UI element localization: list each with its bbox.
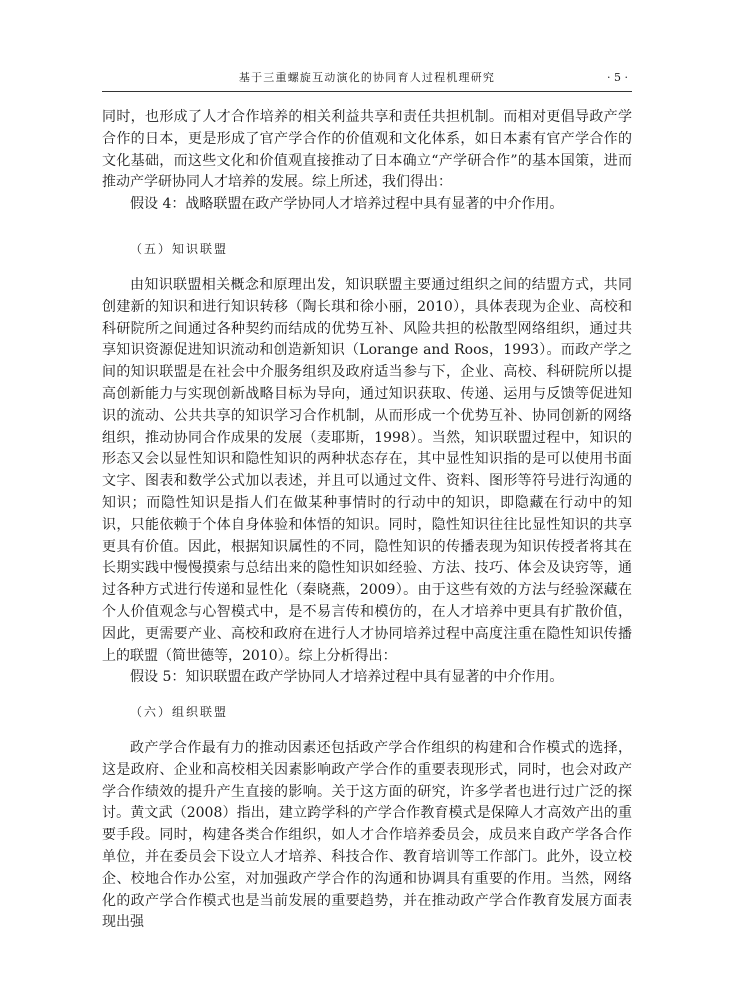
- continued-paragraph: 同时，也形成了人才合作培养的相关利益共享和责任共担机制。而相对更倡导政产学合作的日本，更是形成了官产学合作的价值观和文化体系，如日本素有官产学合作的文化基础，而这些文化和价值观直接推动了日本确立“产学研合作”的基本国策，进而推动产学研协同人才培养的发展。综上所述，我们得出：: [102, 109, 632, 191]
- running-title: 基于三重螺旋互动演化的协同育人过程机理研究: [238, 71, 496, 84]
- hypothesis-5: 假设 5：知识联盟在政产学协同人才培养过程中具有显著的中介作用。: [130, 669, 564, 686]
- section-heading-organization-alliance: （六）组织联盟: [130, 705, 229, 719]
- page-number: · 5 ·: [607, 71, 628, 84]
- knowledge-alliance-block: [102, 275, 632, 689]
- header-rule: [102, 91, 632, 92]
- organization-alliance-block: [102, 738, 632, 934]
- hypothesis-4: 假设 4：战略联盟在政产学协同人才培养过程中具有显著的中介作用。: [130, 196, 564, 213]
- organization-alliance-paragraph: 政产学合作最有力的推动因素还包括政产学合作组织的构建和合作模式的选择，这是政府、企业和高校相关因素影响政产学合作的重要表现形式，同时，也会对政产学合作绩效的提升产生直接的影响。关于这方面的研究，许多学者也进行过广泛的探讨。黄文武（2008）指出，建立跨学科的产学合作教育模式是保障人才高效产出的重要手段。同时，构建各类合作组织，如人才合作培养委员会，成员来自政产学各合作单位，并在委员会下设立人才培养、科技合作、教育培训等工作部门。此外，设立校企、校地合作办公室，对加强政产学合作的沟通和协调具有重要的作用。当然，网络化的政产学合作模式也是当前发展的重要趋势，并在推动政产学合作教育发展方面表现出强: [102, 740, 632, 931]
- continued-paragraph-block: [102, 107, 632, 216]
- running-header: [102, 70, 632, 88]
- knowledge-alliance-paragraph: 由知识联盟相关概念和原理出发，知识联盟主要通过组织之间的结盟方式，共同创建新的知识和进行知识转移（陶长琪和徐小丽，2010），具体表现为企业、高校和科研院所之间通过各种契约而结成的优势互补、风险共担的松散型网络组织，通过共享知识资源促进知识流动和创造新知识（Lorange and Roos，1993）。而政产学之间的知识联盟是在社会中介服务组织及政府适当参与下，企业、高校、科研院所以提高创新能力与实现创新战略目标为导向，通过知识获取、传递、运用与反馈等促进知识的流动、公共共享的知识学习合作机制，从而形成一个优势互补、协同创新的网络组织，推动协同合作成果的发展（麦耶斯，1998）。当然，知识联盟过程中，知识的形态又会以显性知识和隐性知识的两种状态存在，其中显性知识指的是可以使用书面文字、图表和数学公式加以表述，并且可以通过文件、资料、图形等符号进行沟通的知识；而隐性知识是指人们在做某种事情时的行动中的知识，即隐藏在行动中的知识，只能依赖于个体自身体验和体悟的知识。同时，隐性知识往往比显性知识的共享更具有价值。因此，根据知识属性的不同，隐性知识的传播表现为知识传授者将其在长期实践中慢慢摸索与总结出来的隐性知识如经验、方法、技巧、体会及诀窍等，通过各种方式进行传递和显性化（秦晓燕，2009）。由于这些有效的方法与经验深藏在个人价值观念与心智模式中，是不易言传和模仿的，在人才培养中更具有扩散价值，因此，更需要产业、高校和政府在进行人才协同培养过程中高度注重在隐性知识传播上的联盟（简世德等，2010）。综上分析得出：: [102, 277, 632, 664]
- section-heading-knowledge-alliance: （五）知识联盟: [130, 242, 229, 256]
